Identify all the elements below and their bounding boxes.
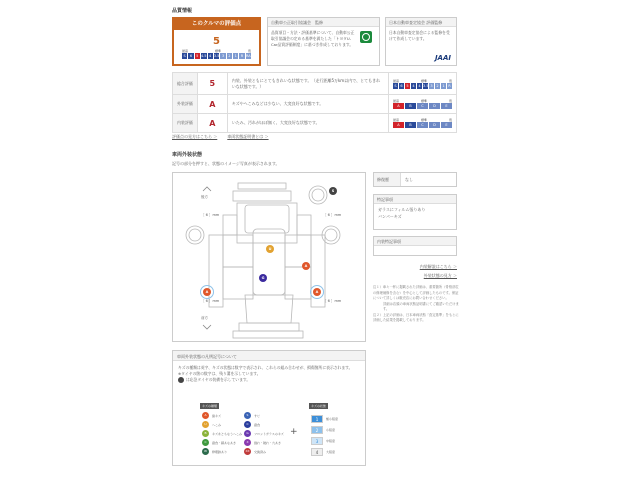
legend-type-item bbox=[202, 420, 242, 429]
scale-label-best: 最高 bbox=[392, 99, 399, 103]
tire-depth-front-right: ［ 6 ］mm bbox=[323, 299, 342, 303]
eval-bar-cell: 6 bbox=[400, 83, 403, 88]
legend-size-number: 2 bbox=[311, 426, 323, 434]
tire-depth-rear-right: ［ 6 ］mm bbox=[323, 213, 342, 217]
legend-type-code: XX bbox=[245, 449, 250, 453]
link-exterior-guide[interactable]: 外装状態の見方 ＞ bbox=[423, 273, 457, 278]
damage-marker[interactable]: A bbox=[203, 288, 211, 296]
eval-bar bbox=[388, 114, 456, 133]
score-scale-cell: 1 bbox=[234, 54, 237, 58]
legend-size-number: 1 bbox=[311, 415, 323, 423]
eval-bar-scale bbox=[393, 122, 452, 128]
eval-links bbox=[172, 134, 269, 140]
assoc-box bbox=[267, 17, 380, 66]
legend-size-item bbox=[311, 424, 338, 435]
legend-body-2: ※タイヤの箇の数字は、残り溝を示しています。 bbox=[178, 371, 261, 376]
eval-bar-cell: 5 bbox=[406, 83, 409, 88]
legend-type-code: B bbox=[202, 430, 209, 437]
damage-marker[interactable]: A bbox=[313, 288, 321, 296]
eval-label: 外装評価 bbox=[173, 95, 198, 114]
eval-bar-cell: D bbox=[429, 122, 440, 128]
score-scale-cell: 2 bbox=[228, 54, 231, 58]
scale-label-low: 低 bbox=[448, 78, 452, 83]
legend-size-item bbox=[311, 446, 338, 457]
legend-size-label: 大程度 bbox=[326, 449, 336, 454]
legend-size-tag: キズの状態 bbox=[311, 404, 326, 408]
vehicle-diagram bbox=[172, 172, 366, 342]
legend-header: 車両外装状態の凡例記号について bbox=[173, 351, 365, 361]
eval-bar-cell: 3.5 bbox=[422, 83, 429, 88]
exterior-subtitle: 記号の部分を押すと、状態のイメージ写真が表示されます。 bbox=[172, 161, 280, 166]
special-note-item: ガラスにフィルム張りあり bbox=[378, 207, 426, 212]
damage-marker[interactable]: S bbox=[329, 187, 337, 195]
legend-box bbox=[172, 350, 366, 466]
score-value: 5 bbox=[213, 36, 220, 47]
legend-type-label: 交換済み bbox=[254, 449, 267, 454]
eval-bar-cell: D bbox=[429, 103, 440, 109]
eval-label: 総合評価 bbox=[173, 73, 198, 95]
eval-bar bbox=[388, 95, 456, 114]
eval-row bbox=[173, 73, 457, 95]
legend-type-code: C bbox=[202, 439, 209, 446]
eval-bar-cell: S bbox=[394, 83, 397, 88]
side-note-3: 注２）上記の評価は、日本車両状態「査定基準」をもとに評価した結果を掲載しております。 bbox=[373, 312, 459, 322]
legend-size-label: 極小程度 bbox=[326, 416, 339, 421]
eval-bar-cell: R bbox=[448, 83, 451, 88]
eval-bar-cell: 2 bbox=[436, 83, 439, 88]
legend-type-code: X bbox=[244, 439, 251, 446]
section-title-quality: 品質情報 bbox=[172, 8, 193, 14]
certified-badge-icon bbox=[360, 31, 372, 43]
tire-depth-rear-left: ［ 6 ］mm bbox=[201, 213, 220, 217]
legend-type-item bbox=[202, 447, 242, 456]
score-scale-cell: 5 bbox=[196, 54, 199, 58]
legend-types-right bbox=[244, 411, 284, 456]
scale-label-standard: 標準 bbox=[420, 78, 427, 83]
eval-text: いたみ、汚れがほぼ無く、大変良好な状態です。 bbox=[227, 114, 388, 133]
eval-grade: A bbox=[197, 95, 227, 114]
scale-label-low: 低 bbox=[247, 49, 251, 53]
repair-history-label: 修復歴 bbox=[374, 173, 401, 186]
eval-bar-cell: E bbox=[441, 103, 452, 109]
legend-type-code: A bbox=[202, 412, 209, 419]
damage-marker[interactable]: G bbox=[259, 274, 267, 282]
eval-text: キズやへこみなどは少ない、大変良好な状態です。 bbox=[227, 95, 388, 114]
label-front: 前方 bbox=[201, 316, 208, 320]
scale-label-best: 最高 bbox=[392, 118, 399, 122]
scale-label-standard: 標準 bbox=[420, 118, 427, 122]
score-scale-cell: 4 bbox=[209, 54, 212, 58]
eval-bar-cell: E bbox=[441, 122, 452, 128]
spare-tire-icon bbox=[178, 377, 184, 383]
scale-label-best: 最高 bbox=[392, 78, 399, 83]
damage-marker[interactable]: A bbox=[302, 262, 310, 270]
eval-row bbox=[173, 95, 457, 114]
link-score-guide[interactable]: 評価点の見方はこちら ＞ bbox=[172, 134, 218, 139]
legend-type-label: 割れ・破れ・穴あき bbox=[254, 440, 282, 445]
legend-type-label: 腐食・錆あなあき bbox=[212, 440, 237, 445]
side-notes bbox=[373, 285, 459, 324]
special-notes-label: 特記事項 bbox=[374, 195, 456, 204]
legend-type-item bbox=[202, 411, 242, 420]
score-card-header: このクルマの評価点 bbox=[174, 19, 259, 30]
jaai-box bbox=[385, 17, 457, 66]
score-scale-cell: 4.5 bbox=[200, 54, 207, 58]
eval-bar-cell: A bbox=[393, 122, 404, 128]
eval-bar-cell: B bbox=[405, 122, 416, 128]
legend-size-item bbox=[311, 413, 338, 424]
legend-size-number: 3 bbox=[311, 437, 323, 445]
link-interior-guide[interactable]: 内装解説はこちら ＞ bbox=[419, 264, 457, 269]
legend-type-item bbox=[244, 429, 284, 438]
eval-table bbox=[172, 72, 457, 133]
score-card bbox=[172, 17, 261, 66]
special-note-item: バンパーキズ bbox=[378, 214, 402, 219]
score-scale-cell: 3.5 bbox=[213, 54, 220, 58]
assoc-box-body: 品質項目・方法・評価基準について、自動車公正取引協議会の定める基準を満たした「トヨタU-Car品質評価制度」に基づき作成しております。 bbox=[271, 30, 355, 47]
eval-bar-cell: 3 bbox=[430, 83, 433, 88]
repair-history-box bbox=[373, 172, 457, 187]
eval-bar-cell: 4 bbox=[412, 83, 415, 88]
plus-icon: + bbox=[290, 427, 298, 437]
legend-type-label: サビ bbox=[254, 413, 261, 418]
legend-type-label: 線キズ bbox=[212, 413, 221, 418]
scale-label-low: 低 bbox=[448, 118, 452, 122]
legend-size-label: 中程度 bbox=[326, 438, 336, 443]
side-note-2: 詳細は店頭の車両状態証明書にてご確認いただけます。 bbox=[383, 301, 459, 311]
legend-type-code: G bbox=[244, 430, 251, 437]
legend-type-code: C bbox=[244, 421, 251, 428]
eval-bar bbox=[388, 73, 456, 95]
repair-history-value: なし bbox=[405, 177, 413, 182]
scale-label-standard: 標準 bbox=[420, 99, 427, 103]
legend-type-item bbox=[244, 411, 284, 420]
scale-label-standard: 標準 bbox=[214, 49, 221, 53]
eval-label: 内装評価 bbox=[173, 114, 198, 133]
eval-bar-scale bbox=[393, 83, 452, 89]
legend-type-label: へこみ bbox=[212, 422, 222, 427]
legend-type-label: キズをともなうへこみ bbox=[212, 431, 242, 436]
score-scale-cell: 3 bbox=[221, 54, 225, 58]
legend-type-item bbox=[202, 438, 242, 447]
side-note-1: 注１）車々一杯に掲載された評価は、重要箇所（骨格部位の修理補修を含む）を中心として評価したものです。保証について詳しくは販売店にお問い合わせください。 bbox=[373, 285, 459, 300]
eval-grade: A bbox=[197, 114, 227, 133]
section-title-exterior: 車両外装状態 bbox=[172, 152, 203, 158]
legend-type-code: W bbox=[202, 448, 209, 455]
score-scale-cell: RA bbox=[245, 54, 251, 58]
legend-types-left bbox=[202, 411, 242, 456]
eval-bar-cell: C bbox=[417, 103, 428, 109]
special-notes-box bbox=[373, 194, 457, 230]
legend-size-item bbox=[311, 435, 338, 446]
score-scale bbox=[182, 53, 251, 59]
tire-depth-front-left: ［ 6 ］mm bbox=[201, 299, 220, 303]
interior-notes-label: 内装特記事項 bbox=[374, 237, 456, 246]
scale-label-low: 低 bbox=[448, 99, 452, 103]
legend-size-number: 4 bbox=[311, 448, 323, 456]
legend-size-label: 小程度 bbox=[326, 427, 336, 432]
legend-type-code: S bbox=[244, 412, 251, 419]
legend-body-1: キズの種類は英字、キズの状態は数字で表示され、これらの組み合わせが、損傷箇所に表示されます。 bbox=[178, 365, 353, 370]
legend-type-code: U bbox=[202, 421, 209, 428]
interior-notes-value bbox=[374, 246, 456, 250]
eval-row bbox=[173, 114, 457, 133]
legend-type-item bbox=[244, 447, 284, 456]
legend-sizes bbox=[311, 413, 338, 457]
eval-bar-cell: 1 bbox=[442, 83, 445, 88]
eval-bar-cell: B bbox=[405, 103, 416, 109]
jaai-logo: JAAI bbox=[434, 54, 451, 62]
jaai-box-body: 日本自動車査定協会による監修を受けて作成しています。 bbox=[389, 30, 450, 41]
legend-type-label: 腐食 bbox=[254, 422, 261, 427]
legend-type-item bbox=[244, 438, 284, 447]
score-scale-cell: R bbox=[240, 54, 244, 58]
legend-spare-note: は応急タイヤの装備を示しています。 bbox=[186, 377, 251, 382]
eval-bar-cell: C bbox=[417, 122, 428, 128]
eval-bar-cell: A bbox=[393, 103, 404, 109]
score-scale-cell: 6 bbox=[189, 54, 193, 58]
jaai-box-header: 日本自動車査定協会 評価監修 bbox=[386, 18, 456, 27]
legend-type-label: フロントガラスのキズ bbox=[254, 431, 284, 436]
scale-label-best: 最高 bbox=[182, 49, 189, 53]
eval-text: 内装、外装ともにとてもきれいな状態です。（走行距離5万km以内で、とてもきれいな状態です。） bbox=[227, 73, 388, 95]
interior-notes-box bbox=[373, 236, 457, 256]
label-rear: 後方 bbox=[201, 195, 208, 199]
legend-type-item bbox=[202, 429, 242, 438]
eval-bar-cell: 4 bbox=[418, 83, 421, 88]
side-links bbox=[373, 262, 457, 280]
legend-type-label: 修理跡あり bbox=[212, 449, 228, 454]
assoc-box-header: 自動車公正取引協議会 監修 bbox=[268, 18, 379, 27]
eval-grade: 5 bbox=[197, 73, 227, 95]
score-scale-cell: S bbox=[183, 54, 186, 58]
legend-type-tag: キズの種類 bbox=[202, 404, 217, 408]
link-certificate[interactable]: 車両状態証明書とは ＞ bbox=[227, 134, 269, 139]
eval-bar-scale bbox=[393, 103, 452, 109]
damage-marker[interactable]: U bbox=[266, 245, 274, 253]
legend-type-item bbox=[244, 420, 284, 429]
